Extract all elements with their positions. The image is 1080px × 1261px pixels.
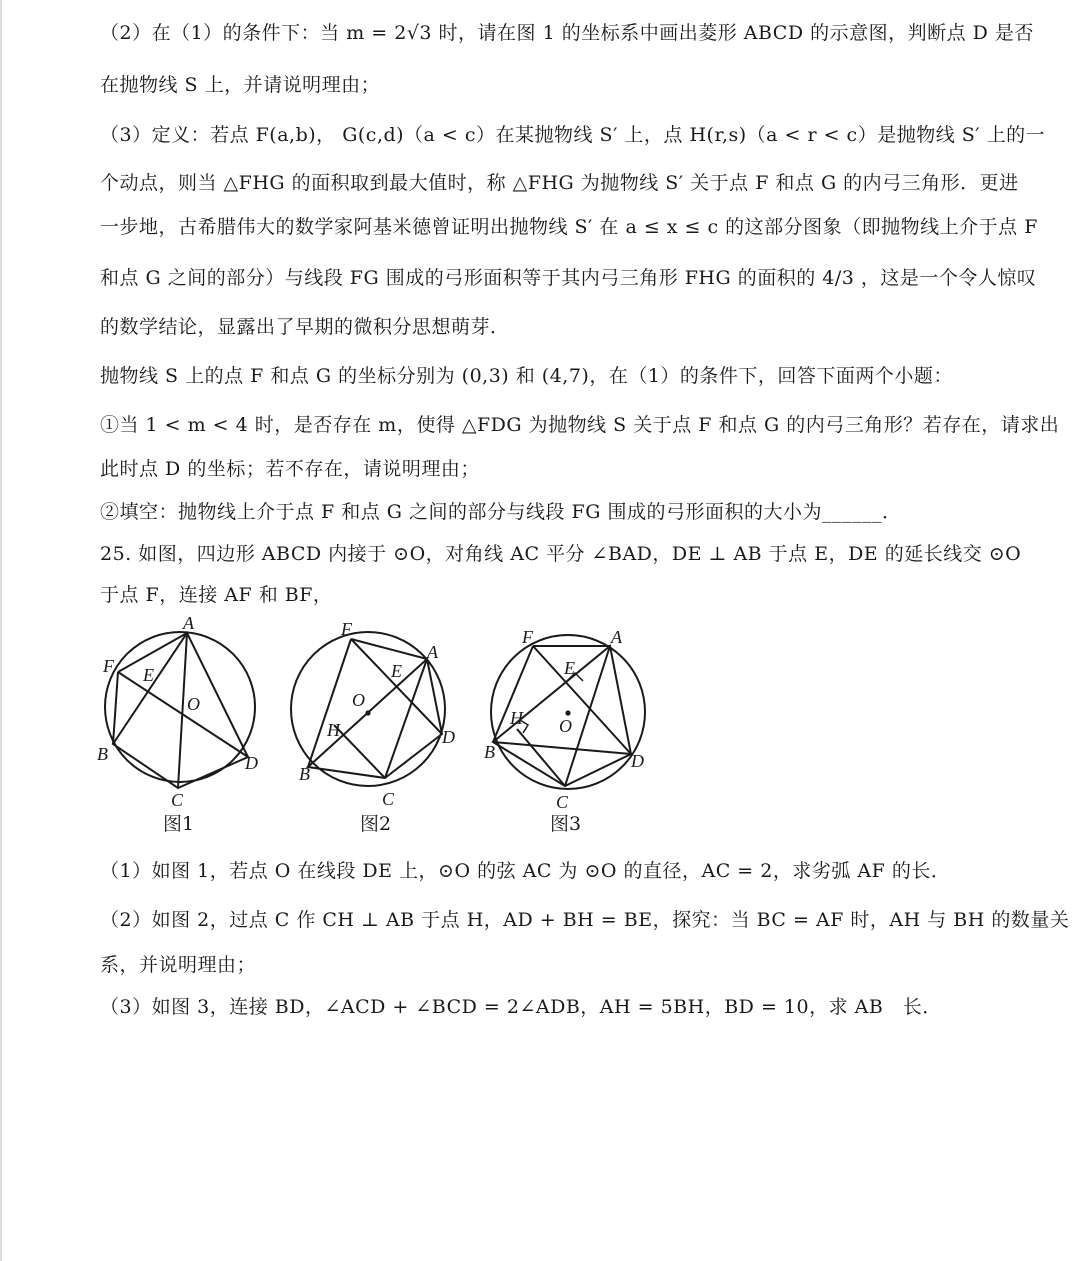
circle-o-fig2 — [291, 632, 445, 786]
label-o-fig1: O — [187, 694, 200, 714]
text-line-5: 一步地，古希腊伟大的数学家阿基米德曾证明出抛物线 S′ 在 a ≤ x ≤ c 的这部分图象（即抛物线上介于点 F — [100, 216, 1038, 238]
line-fb-fig1 — [113, 672, 118, 744]
label-h-fig3: H — [510, 708, 523, 728]
label-f-fig2: F — [341, 619, 352, 639]
line-ac-fig1 — [178, 633, 187, 788]
label-d-fig3: D — [631, 751, 644, 771]
text-line-16: 系，并说明理由； — [100, 954, 257, 976]
label-b-fig1: B — [97, 744, 108, 764]
caption-fig1: 图1 — [163, 813, 195, 835]
geometry-figures — [95, 612, 675, 842]
label-a-fig2: A — [427, 642, 438, 662]
text-line-9: ①当 1 < m < 4 时，是否存在 m，使得 △FDG 为抛物线 S 关于点 F 和点 G 的内弓三角形？若存在，请求出 — [100, 414, 1060, 436]
center-dot-fig3 — [565, 710, 570, 715]
caption-fig2: 图2 — [360, 813, 392, 835]
label-a-fig1: A — [183, 613, 194, 633]
text-line-11: ②填空：抛物线上介于点 F 和点 G 之间的部分与线段 FG 围成的弓形面积的大小为______． — [100, 501, 902, 523]
line-bd-fig3 — [493, 742, 631, 754]
label-o-fig3: O — [559, 716, 572, 736]
label-b-fig3: B — [484, 742, 495, 762]
figure-1 — [105, 632, 255, 788]
label-d-fig2: D — [442, 727, 455, 747]
text-line-10: 此时点 D 的坐标；若不存在，请说明理由； — [100, 458, 480, 480]
line-ch-fig3 — [517, 729, 565, 786]
caption-fig3: 图3 — [550, 813, 582, 835]
text-line-15: （2）如图 2，过点 C 作 CH ⊥ AB 于点 H，AD + BH = BE，探究：当 BC = AF 时，AH 与 BH 的数量关 — [100, 909, 1070, 931]
label-b-fig2: B — [299, 764, 310, 784]
label-h-fig2: H — [327, 720, 340, 740]
label-o-fig2: O — [352, 690, 365, 710]
text-line-12: 25. 如图，四边形 ABCD 内接于 ⊙O，对角线 AC 平分 ∠BAD，DE ⊥ AB 于点 E，DE 的延长线交 ⊙O — [100, 543, 1022, 565]
line-fd-fig3 — [533, 646, 631, 754]
center-dot-fig2 — [365, 710, 370, 715]
text-line-7: 的数学结论，显露出了早期的微积分思想萌芽． — [100, 316, 510, 338]
text-line-2: 在抛物线 S 上，并请说明理由； — [100, 74, 381, 96]
label-f-fig3: F — [522, 627, 533, 647]
text-line-8: 抛物线 S 上的点 F 和点 G 的坐标分别为 (0,3) 和 (4,7)，在（1）的条件下，回答下面两个小题： — [100, 365, 953, 387]
label-e-fig2: E — [391, 661, 402, 681]
text-line-3: （3）定义：若点 F(a,b)， G(c,d)（a < c）在某抛物线 S′ 上，点 H(r,s)（a < r < c）是抛物线 S′ 上的一 — [100, 124, 1046, 146]
label-e-fig3: E — [564, 658, 575, 678]
figure-2 — [291, 632, 445, 786]
text-line-1: （2）在（1）的条件下：当 m = 2√3 时，请在图 1 的坐标系中画出菱形 ABCD 的示意图，判断点 D 是否 — [100, 22, 1034, 44]
label-e-fig1: E — [143, 665, 154, 685]
text-line-14: （1）如图 1，若点 O 在线段 DE 上，⊙O 的弦 AC 为 ⊙O 的直径，AC = 2，求劣弧 AF 的长． — [100, 860, 951, 882]
text-line-4: 个动点，则当 △FHG 的面积取到最大值时，称 △FHG 为抛物线 S′ 关于点 F 和点 G 的内弓三角形．更进 — [100, 172, 1019, 194]
label-a-fig3: A — [611, 627, 622, 647]
label-c-fig3: C — [556, 792, 569, 812]
figure-captions — [163, 813, 581, 835]
text-line-17: （3）如图 3，连接 BD，∠ACD + ∠BCD = 2∠ADB，AH = 5BH，BD = 10，求 AB 长． — [100, 996, 942, 1018]
label-c-fig1: C — [171, 790, 184, 810]
line-ch-fig2 — [334, 725, 385, 778]
text-line-6: 和点 G 之间的部分）与线段 FG 围成的弓形面积等于其内弓三角形 FHG 的面积的 4/3 ，这是一个令人惊叹 — [100, 267, 1037, 289]
page-left-edge — [0, 0, 2, 1261]
quadrilateral-abcd-fig2 — [308, 659, 442, 778]
label-d-fig1: D — [245, 753, 258, 773]
text-line-13: 于点 F，连接 AF 和 BF， — [100, 584, 333, 606]
label-c-fig2: C — [382, 789, 395, 809]
label-f-fig1: F — [103, 656, 114, 676]
